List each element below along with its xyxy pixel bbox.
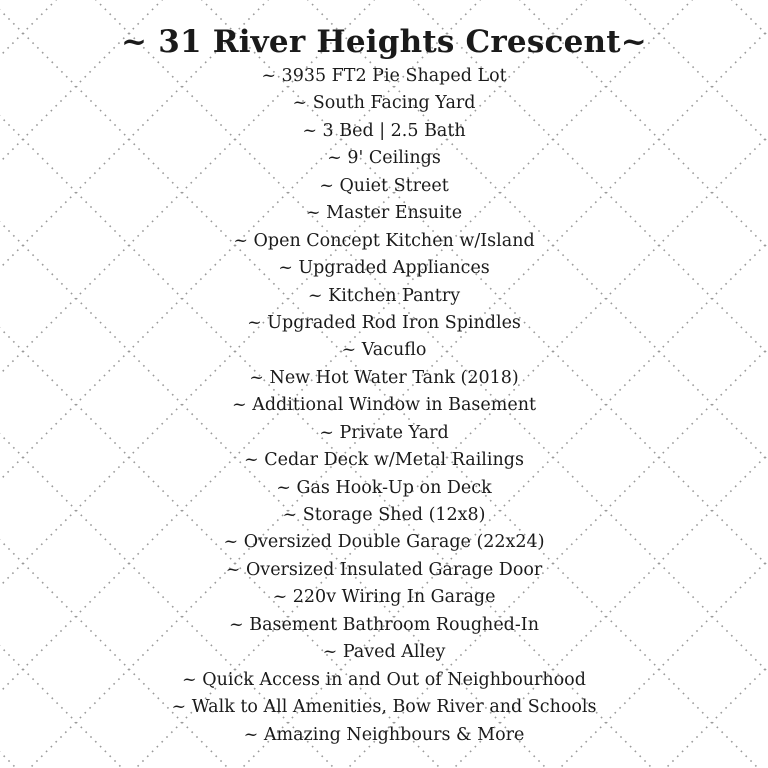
feature-item: ~ Paved Alley [322, 642, 446, 663]
feature-item: ~ New Hot Water Tank (2018) [249, 367, 519, 388]
feature-item: ~ Cedar Deck w/Metal Railings [244, 450, 524, 471]
feature-item: ~ Storage Shed (12x8) [282, 505, 486, 525]
feature-item: ~ Additional Window in Basement [231, 395, 537, 416]
feature-item: ~ 9' Ceilings [327, 148, 441, 169]
feature-item: ~ 3935 FT2 Pie Shaped Lot [261, 66, 507, 86]
feature-item: ~ Quiet Street [319, 175, 449, 196]
feature-item: ~ Master Ensuite [305, 203, 463, 224]
feature-item: ~ 220v Wiring In Garage [272, 587, 496, 608]
feature-item: ~ Quick Access in and Out of Neighbourhood [182, 669, 586, 690]
feature-item: ~ Amazing Neighbours & More [243, 724, 525, 745]
feature-item: ~ Gas Hook-Up on Deck [276, 477, 492, 498]
feature-item: ~ Walk to All Amenities, Bow River and Schools [171, 697, 597, 718]
feature-item: ~ Open Concept Kitchen w/Island [233, 230, 535, 251]
feature-item: ~ Oversized Double Garage (22x24) [223, 532, 545, 553]
feature-item: ~ Private Yard [319, 422, 449, 443]
feature-item: ~ Vacuflo [341, 340, 427, 361]
feature-item: ~ Kitchen Pantry [307, 285, 461, 306]
feature-item: ~ 3 Bed | 2.5 Bath [302, 120, 466, 141]
feature-item: ~ Oversized Insulated Garage Door [225, 559, 543, 580]
feature-item: ~ South Facing Yard [292, 93, 476, 114]
listing-title: ~ 31 River Heights Crescent~ [121, 24, 647, 60]
feature-list [0, 63, 768, 749]
feature-item: ~ Upgraded Rod Iron Spindles [247, 312, 521, 333]
feature-item: ~ Upgraded Appliances [278, 258, 490, 279]
feature-item: ~ Basement Bathroom Roughed-In [229, 614, 539, 635]
